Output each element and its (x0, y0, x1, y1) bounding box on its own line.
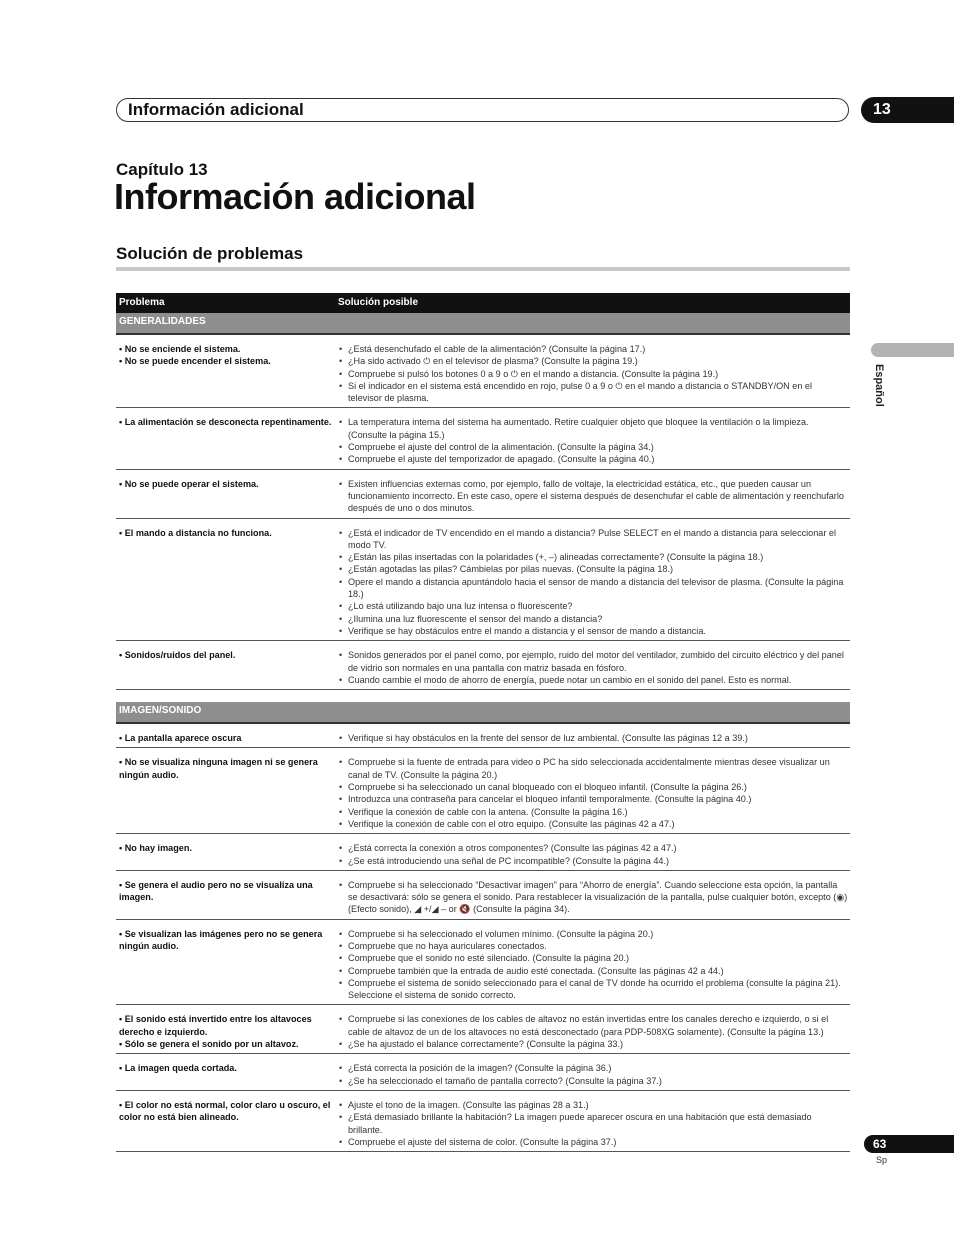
table-row (116, 920, 850, 1006)
table-row (116, 1054, 850, 1091)
solution-list (338, 1062, 848, 1087)
category-header: IMAGEN/SONIDO (116, 702, 850, 724)
solution-item: • Compruebe el sistema de sonido seleccionado para el canal de TV donde ha ocurrido el problema (consulte la página 21). Seleccione el sistema de sonido correcto. (338, 977, 848, 1002)
category-gap (116, 690, 850, 702)
solution-item: • Cuando cambie el modo de ahorro de energía, puede notar un cambio en el sonido del panel. Esto es normal. (338, 674, 848, 686)
solution-list (338, 1099, 848, 1148)
table-row (116, 641, 850, 690)
chapter-label: Capítulo 13 (116, 160, 208, 179)
problem-cell (116, 756, 338, 830)
problem-cell (116, 1062, 338, 1087)
solution-item: • ¿Está desenchufado el cable de la alimentación? (Consulte la página 17.) (338, 343, 848, 355)
problem-cell (116, 343, 338, 404)
solution-item: • Compruebe que el sonido no esté silenciado. (Consulte la página 20.) (338, 952, 848, 964)
solution-item: • Introduzca una contraseña para cancelar el bloqueo infantil temporalmente. (Consulte la página 40.) (338, 793, 848, 805)
solution-cell (338, 416, 850, 465)
problem-cell (116, 527, 338, 638)
solution-list (338, 649, 848, 686)
solution-item: • ¿Está correcta la conexión a otros componentes? (Consulte las páginas 42 a 47.) (338, 842, 848, 854)
solution-item: • Si el indicador en el sistema está encendido en rojo, pulse 0 a 9 o ⏻ en el mando a distancia o STANDBY/ON en el televisor de plasma. (338, 380, 848, 405)
solution-item: • Compruebe que no haya auriculares conectados. (338, 940, 848, 952)
solution-cell (338, 756, 850, 830)
solution-item: • Compruebe si las conexiones de los cables de altavoz no están invertidas entre los canales derecho e izquierdo, o si el cable de altavoz de un de los altavoces no está desconectado (para PDP-508XG solamente). (Consulte la página 13.) (338, 1013, 848, 1038)
problem-cell (116, 478, 338, 515)
table-row (116, 335, 850, 408)
table-row (116, 871, 850, 920)
solution-list (338, 416, 848, 465)
troubleshooting-table (116, 293, 850, 1152)
solution-item: • Verifique la conexión de cable con el otro equipo. (Consulte las páginas 42 a 47.) (338, 818, 848, 830)
solution-item: • Compruebe si ha seleccionado un canal bloqueado con el bloqueo infantil. (Consulte la página 26.) (338, 781, 848, 793)
column-header-solution: Solución posible (338, 297, 419, 308)
solution-list (338, 756, 848, 830)
category-header: GENERALIDADES (116, 313, 850, 335)
column-header-problem: Problema (119, 297, 165, 308)
page-number-tab: 63 (864, 1135, 954, 1153)
solution-cell (338, 478, 850, 515)
solution-list (338, 343, 848, 404)
table-row (116, 748, 850, 834)
table-row (116, 724, 850, 748)
language-label: Español (873, 364, 885, 407)
problem-cell (116, 416, 338, 465)
solution-item: • Compruebe si la fuente de entrada para video o PC ha sido seleccionada accidentalmente mientras desee visualizar un canal de TV. (Consulte la página 20.) (338, 756, 848, 781)
solution-list (338, 879, 848, 916)
solution-list (338, 928, 848, 1002)
solution-cell (338, 732, 850, 744)
problem-text: • No se visualiza ninguna imagen ni se genera ningún audio. (119, 757, 318, 780)
solution-cell (338, 649, 850, 686)
problem-cell (116, 1099, 338, 1148)
solution-item: • Verifique la conexión de cable con la antena. (Consulte la página 16.) (338, 806, 848, 818)
solution-cell (338, 343, 850, 404)
problem-cell (116, 928, 338, 1002)
solution-item: • ¿Están las pilas insertadas con la polaridades (+, –) alineadas correctamente? (Consulte la página 18.) (338, 551, 848, 563)
problem-text: • El sonido está invertido entre los altavoces derecho e izquierdo. (119, 1014, 312, 1037)
problem-text: • Se genera el audio pero no se visualiza una imagen. (119, 879, 313, 903)
solution-item: • ¿Están agotadas las pilas? Cámbielas por pilas nuevas. (Consulte la página 18.) (338, 563, 848, 575)
problem-text: • La pantalla aparece oscura (119, 733, 242, 744)
solution-cell (338, 879, 850, 916)
page-language-code: Sp (876, 1155, 888, 1165)
section-divider (116, 267, 850, 271)
solution-item: • Compruebe el ajuste del sistema de color. (Consulte la página 37.) (338, 1136, 848, 1148)
solution-item: • Verifique se hay obstáculos entre el mando a distancia y el sensor de mando a distancia. (338, 625, 848, 637)
solution-item: • Compruebe si pulsó los botones 0 a 9 o ⏻ en el mando a distancia. (Consulte la página 19.) (338, 368, 848, 380)
solution-item: • Compruebe si ha seleccionado “Desactivar imagen” para “Ahorro de energía”. Cuando seleccione esta opción, la pantalla se desactivará: sólo se genera el sonido. Para restablecer la visualización de la pantalla, pulse cualquier botón, excepto (◉) (Efecto sonido), ◢ +/◢ – or 🔇 (Consulte la página 34). (338, 879, 848, 916)
solution-cell (338, 1099, 850, 1148)
solution-cell (338, 1013, 850, 1050)
solution-item: • ¿Ha sido activado ⏻ en el televisor de plasma? (Consulte la página 19.) (338, 355, 848, 367)
problem-text: • El color no está normal, color claro u oscuro, el color no está bien alineado. (119, 1099, 331, 1123)
solution-item: • ¿Está demasiado brillante la habitación? La imagen puede aparecer oscura en una habitación que está demasiado brillante. (338, 1111, 848, 1136)
problem-cell (116, 879, 338, 916)
solution-item: • ¿Ilumina una luz fluorescente el sensor del mando a distancia? (338, 613, 848, 625)
solution-item: • Existen influencias externas como, por ejemplo, fallo de voltaje, la electricidad estática, etc., que pueden causar un funcionamiento incorrecto. En este caso, opere el sistema después de desenchufar el cable de alimentación y reenchufarlo después de uno o dos minutos. (338, 478, 848, 515)
solution-list (338, 527, 848, 638)
problem-cell (116, 732, 338, 744)
solution-item: • ¿Lo está utilizando bajo una luz intensa o fluorescente? (338, 600, 848, 612)
solution-list (338, 478, 848, 515)
language-tab (871, 343, 954, 357)
solution-item: • ¿Está correcta la posición de la imagen? (Consulte la página 36.) (338, 1062, 848, 1074)
solution-cell (338, 527, 850, 638)
problem-text: • No se enciende el sistema. (119, 344, 241, 354)
problem-cell (116, 1013, 338, 1050)
page-title: Información adicional (114, 176, 476, 217)
table-row (116, 834, 850, 871)
chapter-number-tab: 13 (861, 97, 954, 123)
solution-list (338, 1013, 848, 1050)
solution-cell (338, 1062, 850, 1087)
problem-text: • Se visualizan las imágenes pero no se genera ningún audio. (119, 928, 323, 951)
solution-item: • ¿Se ha ajustado el balance correctamente? (Consulte la página 33.) (338, 1038, 848, 1050)
solution-cell (338, 928, 850, 1002)
solution-item: • Compruebe el ajuste del control de la alimentación. (Consulte la página 34.) (338, 441, 848, 453)
table-row (116, 470, 850, 519)
table-row (116, 408, 850, 469)
problem-text: • El mando a distancia no funciona. (119, 527, 272, 538)
solution-item: • Sonidos generados por el panel como, por ejemplo, ruido del motor del ventilador, zumbido del circuito eléctrico y del panel de vidrio son normales en una pantalla con matriz basada en fósforo. (338, 649, 848, 674)
section-title: Solución de problemas (116, 244, 304, 263)
problem-text: • Sonidos/ruidos del panel. (119, 650, 236, 661)
solution-item: • La temperatura interna del sistema ha aumentado. Retire cualquier objeto que bloquee la ventilación o la limpieza. (Consulte la página 15.) (338, 416, 848, 441)
table-row (116, 1005, 850, 1054)
problem-cell (116, 649, 338, 686)
solution-item: • Compruebe si ha seleccionado el volumen mínimo. (Consulte la página 20.) (338, 928, 848, 940)
solution-item: • Verifique si hay obstáculos en la frente del sensor de luz ambiental. (Consulte las páginas 12 a 39.) (338, 732, 848, 744)
problem-cell (116, 842, 338, 867)
solution-item: • Compruebe el ajuste del temporizador de apagado. (Consulte la página 40.) (338, 453, 848, 465)
problem-text: • La alimentación se desconecta repentinamente. (119, 417, 332, 428)
solution-list (338, 842, 848, 867)
problem-text: • No hay imagen. (119, 843, 192, 854)
problem-text: • No se puede encender el sistema. (119, 356, 271, 367)
problem-text: • No se puede operar el sistema. (119, 478, 259, 489)
solution-list (338, 732, 848, 744)
problem-text: • Sólo se genera el sonido por un altavoz. (119, 1039, 299, 1050)
solution-item: • ¿Se está introduciendo una señal de PC incompatible? (Consulte la página 44.) (338, 855, 848, 867)
solution-item: • Compruebe también que la entrada de audio esté conectada. (Consulte las páginas 42 a 44.) (338, 965, 848, 977)
solution-item: • ¿Se ha seleccionado el tamaño de pantalla correcto? (Consulte la página 37.) (338, 1075, 848, 1087)
header-title: Información adicional (128, 100, 304, 119)
table-header (116, 293, 850, 313)
solution-cell (338, 842, 850, 867)
solution-item: • Ajuste el tono de la imagen. (Consulte las páginas 28 a 31.) (338, 1099, 848, 1111)
table-row (116, 1091, 850, 1152)
problem-text: • La imagen queda cortada. (119, 1063, 237, 1074)
solution-item: • ¿Está el indicador de TV encendido en el mando a distancia? Pulse SELECT en el mando a distancia para seleccionar el modo TV. (338, 527, 848, 552)
solution-item: • Opere el mando a distancia apuntándolo hacia el sensor de mando a distancia del televisor de plasma. (Consulte la página 18.) (338, 576, 848, 601)
table-row (116, 519, 850, 642)
